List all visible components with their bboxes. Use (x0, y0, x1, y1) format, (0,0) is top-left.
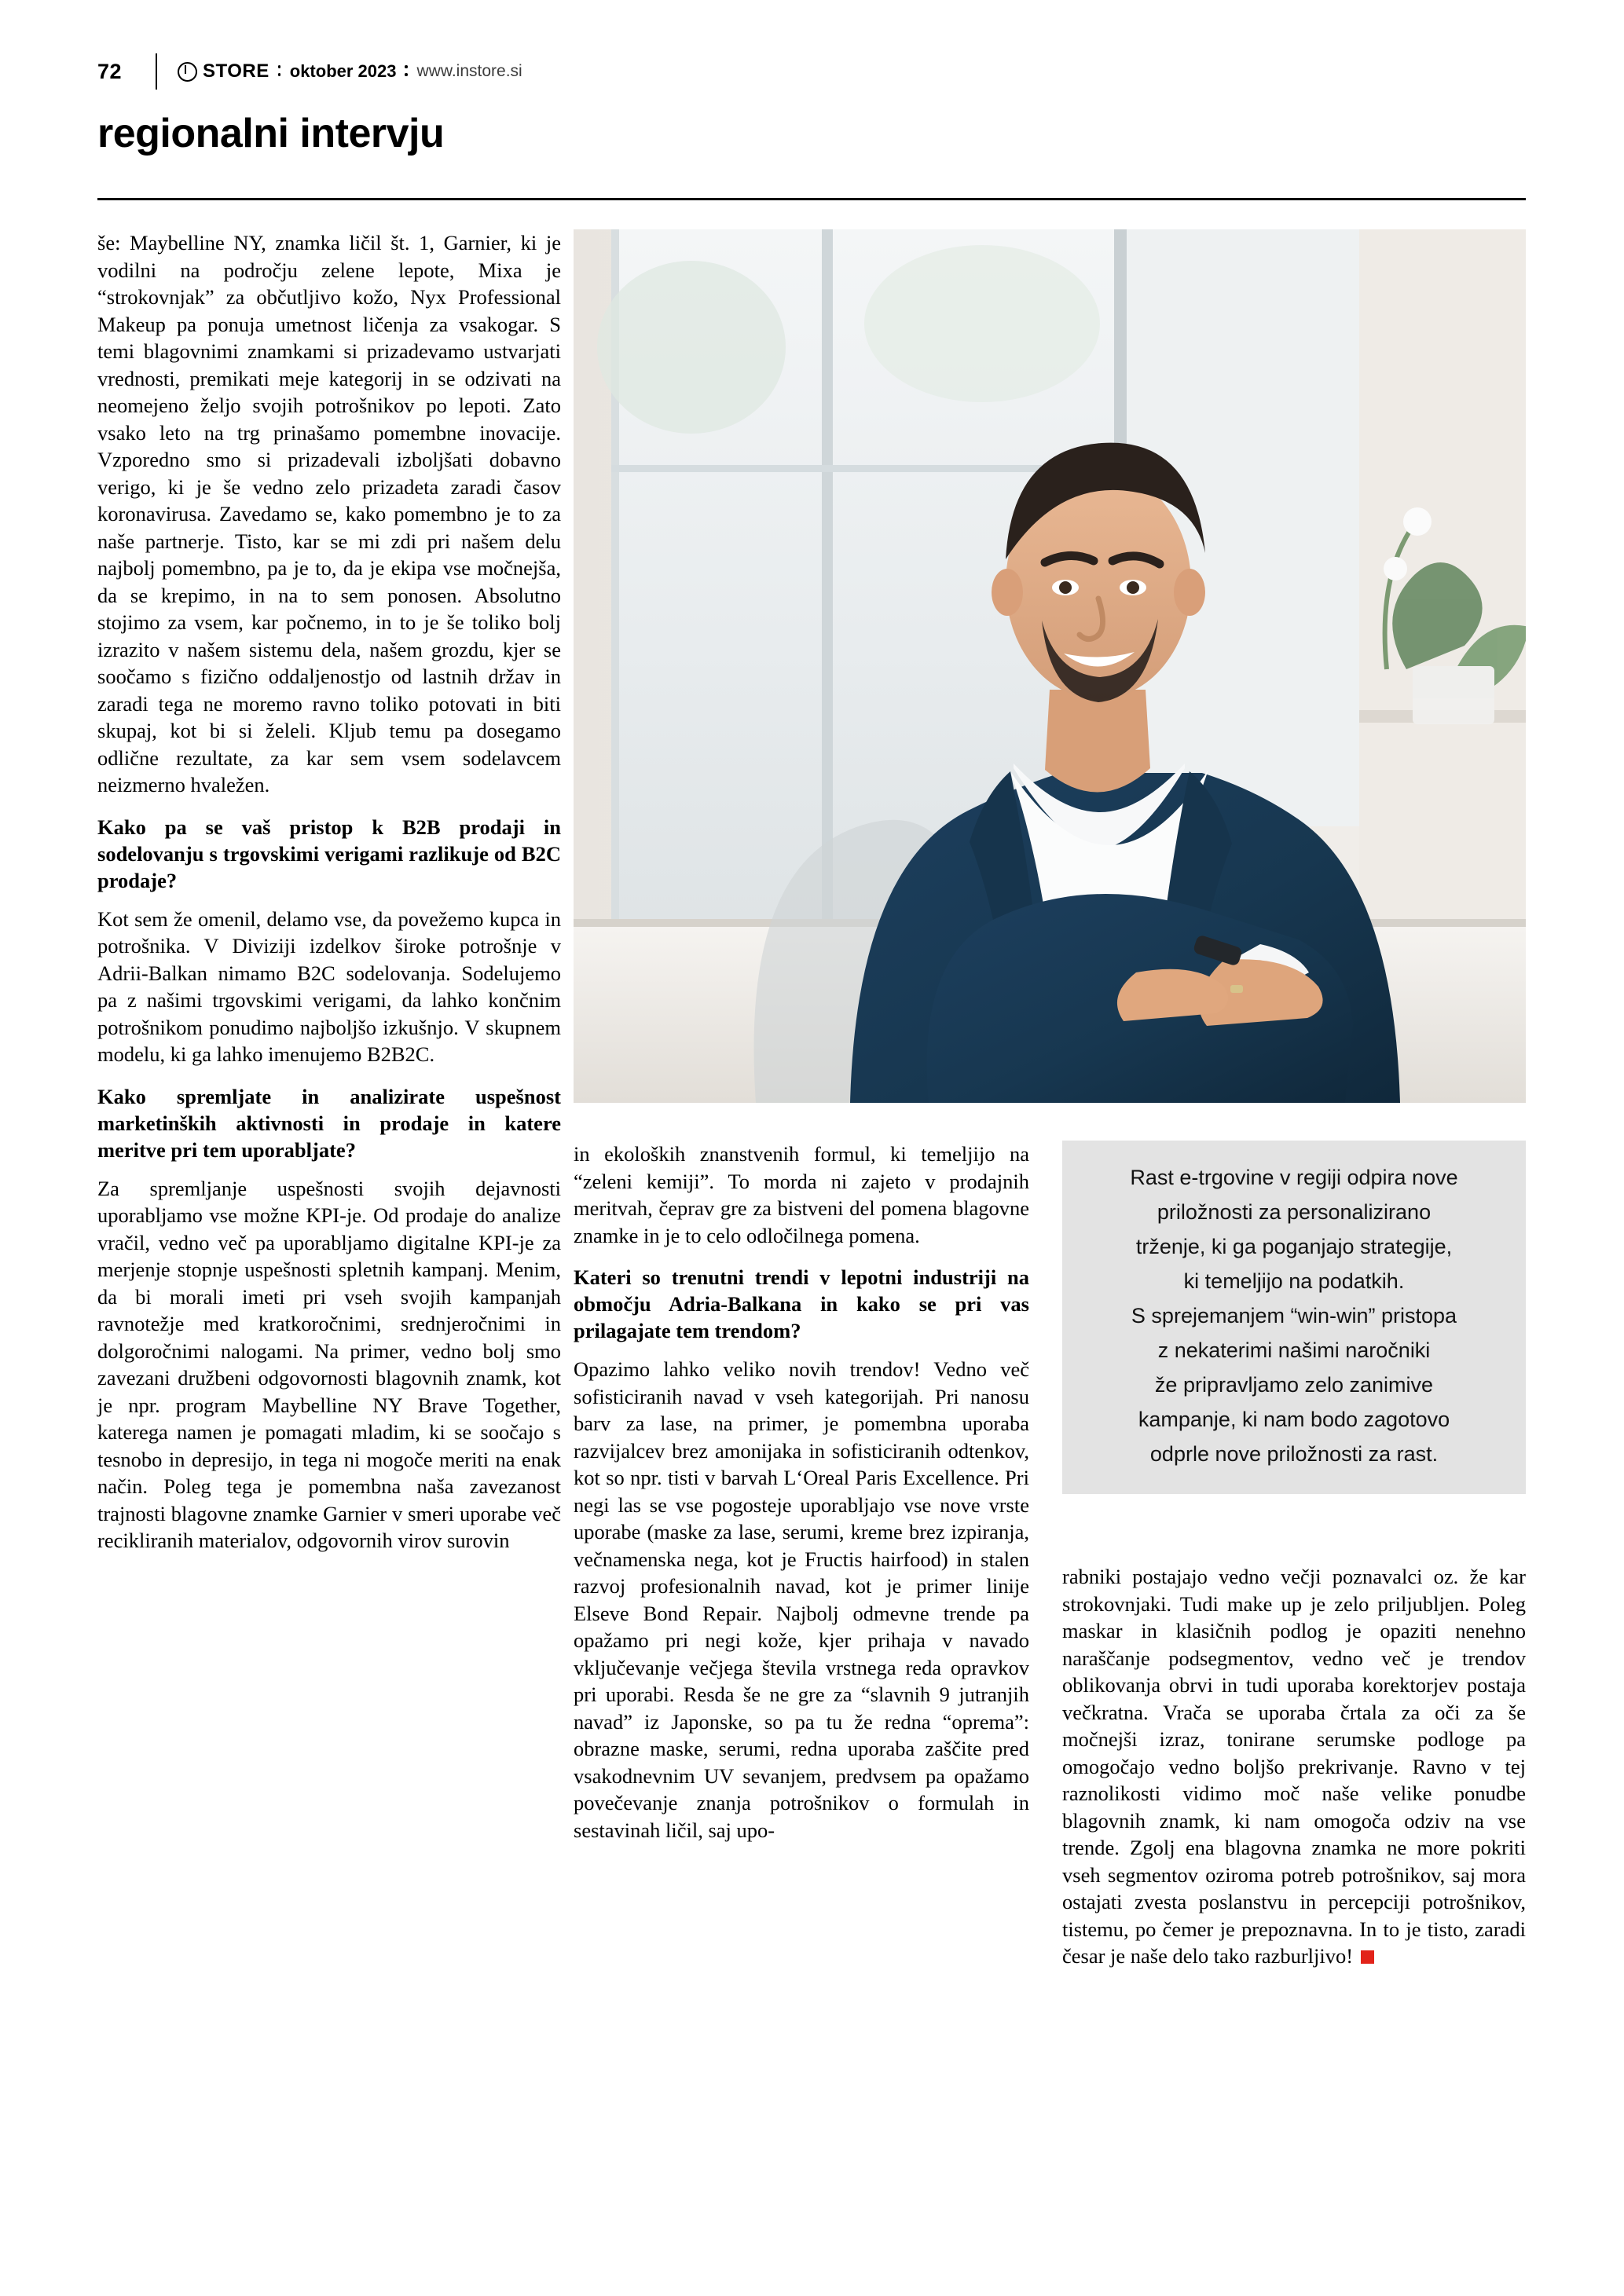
magazine-logo (178, 60, 269, 82)
question-trends: Kateri so trenutni trendi v lepotni industriji na območju Adria-Balkana in kako se pri vas prilagajate tem trendom? (574, 1265, 1029, 1342)
question-kpi: Kako spremljate in analizirate uspešnost marketinških aktivnosti in prodaje in katere meritve pri tem uporabljate? (97, 1084, 561, 1162)
page-number: 72 (97, 59, 123, 83)
pull-quote (1062, 1141, 1526, 1494)
issue-date: oktober 2023 (289, 61, 397, 81)
pull-quote-line-7: že pripravljamo zelo zanimive (1154, 1373, 1434, 1397)
logo-text: STORE (203, 60, 269, 82)
answer-trends-continued (1062, 1563, 1526, 1970)
column-three (1062, 1563, 1526, 1970)
column-three-text: rabniki postajajo vedno večji poznavalci oz. že kar strokovnjaki. Tudi make up je zelo priljubljen. Poleg maskar in klasičnih podlog je opaziti nenehno naraščanje podsegmentov, vedno več je trendov oblikovanja obrvi in tudi uporaba korektorjev postaja večkratna. Vrača se uporaba črtala za oči za še močnejši izraz, tonirane serumske podloge pa omogočajo vedno boljšo prekrivanje. Ravno v tej raznolikosti vidimo moč naše velike ponudbe blagovnih znamk, ki nam omogoča odziv na vse trende. Zgolj ena blagovna znamka ne more pokriti vseh segmentov oziroma potreb potrošnikov, saj mora ostajati zvesta poslanstvu in percepciji potrošnikov, tistemu, po čemer je prepoznavna. In to je tisto, zaradi česar je naše delo tako razburljivo! (1062, 1565, 1526, 1968)
answer-continued: in ekoloških znanstvenih formul, ki temeljijo na “zeleni kemiji”. To morda ni zajeto v prodajnih meritvah, čeprav gre za bistveni del pomena blagovne znamke in je to celo odločilnega pomena. (574, 1142, 1029, 1247)
copyright-circle-icon (178, 62, 197, 82)
pull-quote-line-8: kampanje, ki nam bodo zagotovo (1138, 1408, 1450, 1431)
photo-illustration (574, 229, 1526, 1103)
column-two (574, 1141, 1029, 1844)
pull-quote-line-3: trženje, ki ga poganjajo strategije, (1135, 1235, 1453, 1258)
section-title: regionalni intervju (97, 111, 445, 156)
pull-quote-line-2: priložnosti za personalizirano (1157, 1200, 1432, 1224)
page-header (97, 55, 1526, 189)
paragraph-intro: še: Maybelline NY, znamka ličil št. 1, Garnier, ki je vodilni na področju zelene lepote, Mixa je “strokovnjak” za občutljivo kožo, Nyx Professional Makeup pa ponuja umetnost ličenja za vsakogar. S temi blagovnimi znamkami si prizadevamo ustvarjati vrednosti, premikati meje kategorij in se odzivati na neomejeno željo svojih potrošnikov po lepoti. Zato vsako leto na trg prinašamo pomembne inovacije. Vzporedno smo si prizadevali izboljšati dobavno verigo, ki je še vedno zelo prizadeta zaradi časov koronavirusa. Zavedamo se, kako pomembno je to za naše partnerje. Tisto, kar se mi zdi pri našem delu najbolj pomembno, pa je to, da je ekipa vse močnejša, da se krepimo, in na to sem ponosen. Absolutno stojimo za vsem, kar počnemo, in to je še toliko bolj izrazito v našem sistemu dela, našem grozdu, kjer se soočamo s fizično oddaljenostjo od lastnih držav in zaradi tega ne moremo ravno toliko potovati in biti skupaj, kot bi si želeli. Kljub temu pa dosegamo odlične rezultate, za kar sem vsem sodelavcem neizmerno hvaležen. (97, 231, 561, 796)
end-marker-icon (1361, 1950, 1374, 1964)
website-url: www.instore.si (416, 62, 522, 80)
column-one (97, 229, 561, 1554)
folio-row (97, 55, 1526, 88)
portrait-photo (574, 229, 1526, 1103)
pull-quote-line-4: ki temeljijo na podatkih. (1183, 1269, 1405, 1293)
folio-divider (156, 53, 157, 90)
dot-separator-icon-2 (405, 63, 408, 80)
pull-quote-line-5: S sprejemanjem “win-win” pristopa (1131, 1304, 1457, 1327)
dot-separator-icon (278, 63, 281, 80)
pull-quote-line-6: z nekaterimi našimi naročniki (1157, 1338, 1431, 1362)
pull-quote-line-9: odprle nove priložnosti za rast. (1149, 1442, 1439, 1466)
question-b2b: Kako pa se vaš pristop k B2B prodaji in sodelovanju s trgovskimi verigami razlikuje od B2C prodaje? (97, 815, 561, 892)
answer-kpi: Za spremljanje uspešnosti svojih dejavnosti uporabljamo vse možne KPI-je. Od prodaje do analize vračil, vedno več pa uporabljamo digitalne KPI-je za merjenje stopnje uspešnosti spletnih kampanj. Menim, da bi morali imeti pri vseh svojih kampanjah ravnotežje med kratkoročnimi, srednjeročnimi in dolgoročnimi nalogami. Na primer, vedno bolj smo zavezani družbeni odgovornosti blagovnih znamk, kot je npr. program Maybelline NY Brave Together, katerega namen je pomagati mladim, ki se soočajo s tesnobo in depresijo, in tega ni mogoče meriti na enak način. Poleg tega je pomembna naša zavezanost trajnosti blagovne znamke Garnier v smeri uporabe več recikliranih materialov, odgovornih virov surovin (97, 1176, 561, 1552)
answer-trends: Opazimo lahko veliko novih trendov! Vedno več sofisticiranih navad v vseh kategorijah. Pri nanosu barv za lase, na primer, je pomembna uporaba razvijalcev brez amonijaka in sofisticiranih odtenkov, kot so npr. tisti v barvah L‘Oreal Paris Excellence. Pri negi las se vse pogosteje uporabljajo vse nove vrste uporabe (maske za lase, serumi, kreme brez izpiranja, večnamenska nega, kot je Fructis hairfood) in stalen razvoj profesionalnih navad, kot je primer linije Elseve Bond Repair. Najbolj odmevne trende pa opažamo pri negi kože, kjer prihaja v navado vključevanje večjega števila vrstnega reda opravkov pri uporabi. Resda še ne gre za “slavnih 9 jutranjih navad” iz Japonske, so pa tu že redna “oprema”: obrazne maske, serumi, redna uporaba zaščite pred vsakodnevnim UV sevanjem, predvsem pa opažamo povečevanje znanja potrošnikov o formulah in sestavinah ličil, saj upo- (574, 1357, 1029, 1842)
answer-b2b: Kot sem že omenil, delamo vse, da povežemo kupca in potrošnika. V Diviziji izdelkov široke potrošnje v Adrii-Balkan nimamo B2C sodelovanja. Sodelujemo pa z našimi trgovskimi verigami, da lahko končnim potrošnikom ponudimo najboljšo izkušnjo. V skupnem modelu, ki ga lahko imenujemo B2B2C. (97, 906, 561, 1066)
pull-quote-line-1: Rast e-trgovine v regiji odpira nove (1130, 1166, 1458, 1189)
header-rule (97, 198, 1526, 200)
